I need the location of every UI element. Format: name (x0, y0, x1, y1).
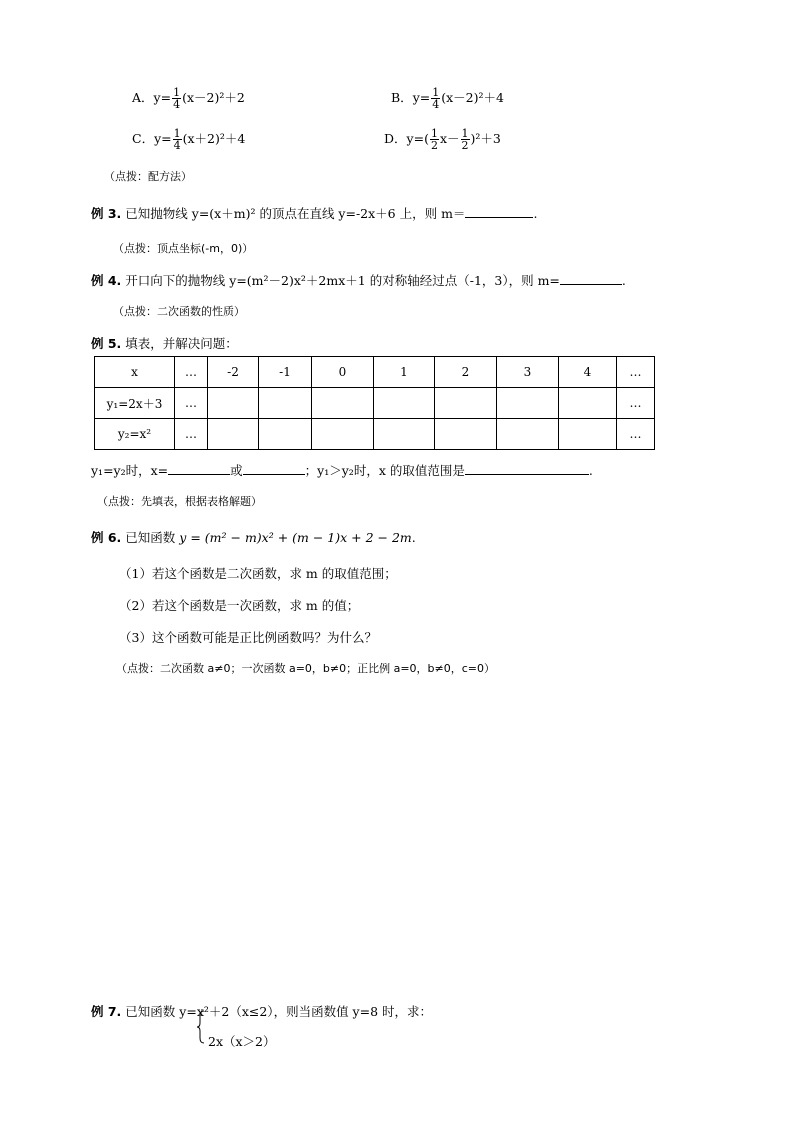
fraction: $\frac{1}{4}$ (173, 86, 181, 111)
question-3: （3）这个函数可能是正比例函数吗？为什么？ (119, 630, 377, 645)
fraction: $\frac{1}{2}$ (430, 127, 438, 152)
table-cell: x (95, 357, 175, 388)
example-3: 例 3. 已知抛物线 y=(x＋m)² 的顶点在直线 y=-2x＋6 上，则 m＝ . (91, 206, 538, 221)
table-cell-empty[interactable] (435, 419, 497, 450)
example-6-formula: y = (m² − m)x² + (m − 1)x + 2 − 2m (179, 530, 412, 545)
table-cell-empty[interactable] (259, 419, 312, 450)
example-3-text: 已知抛物线 y=(x＋m)² 的顶点在直线 y=-2x＋6 上，则 m＝ (125, 206, 466, 221)
example-3-label: 例 3. (91, 206, 122, 221)
example-5 (91, 334, 238, 352)
table-cell: 4 (559, 357, 617, 388)
question-2: （2）若这个函数是一次函数，求 m 的值； (119, 598, 360, 613)
table-cell: … (617, 388, 655, 419)
table-cell-empty[interactable] (497, 419, 559, 450)
option-b: B．y= $\frac{1}{4}$ (x－2)²＋4 (391, 86, 504, 111)
option-b-label: B． (391, 90, 413, 105)
hint-5: （点拨：先填表，根据表格解题） (97, 495, 262, 508)
value-table (94, 356, 655, 450)
option-d-label: D． (384, 131, 407, 146)
hint-4: （点拨：二次函数的性质） (113, 305, 245, 318)
table-cell: … (175, 357, 208, 388)
table-cell-empty[interactable] (559, 419, 617, 450)
table-cell: y₂=x² (95, 419, 175, 450)
option-a: A．y= $\frac{1}{4}$ (x－2)²＋2 (132, 86, 245, 111)
example-4-text: 开口向下的抛物线 y=(m²－2)x²＋2mx＋1 的对称轴经过点（-1，3），则 m= (125, 273, 560, 288)
option-a-label: A． (132, 90, 154, 105)
answer-blank[interactable] (168, 462, 230, 475)
table-cell: -1 (259, 357, 312, 388)
answer-blank[interactable] (465, 462, 589, 475)
table-cell-empty[interactable] (374, 419, 435, 450)
table-cell: 1 (374, 357, 435, 388)
table-cell-empty[interactable] (208, 419, 259, 450)
table-cell: … (175, 388, 208, 419)
answer-blank[interactable] (243, 462, 305, 475)
example-5-label: 例 5. (91, 336, 122, 351)
example-7-label: 例 7. (91, 1004, 122, 1019)
fraction: $\frac{1}{4}$ (173, 127, 181, 152)
option-c: C．y= $\frac{1}{4}$ (x＋2)²＋4 (132, 127, 246, 152)
table-cell: … (617, 419, 655, 450)
example-6: 例 6. 已知函数 y = (m² − m)x² + (m − 1)x + 2 − 2m. (91, 530, 416, 545)
table-cell-empty[interactable] (497, 388, 559, 419)
piece-2: 2x（x＞2） (208, 1034, 276, 1049)
hint-3: （点拨：顶点坐标(-m，0)） (113, 242, 254, 255)
example-6-text: 已知函数 (125, 530, 176, 545)
piece-1: x²＋2（x≤2） (196, 1004, 274, 1019)
fraction: $\frac{1}{4}$ (432, 86, 440, 111)
option-d: D．y=( $\frac{1}{2}$ x－ $\frac{1}{2}$ )²＋3 (384, 127, 501, 152)
example-7-text: 已知函数 y= (125, 1004, 197, 1019)
answer-blank[interactable] (465, 205, 533, 218)
piecewise-brace (196, 1010, 206, 1044)
question-1: （1）若这个函数是二次函数，求 m 的取值范围； (119, 566, 397, 581)
example-6-label: 例 6. (91, 530, 122, 545)
hint-2: （点拨：配方法） (104, 170, 192, 183)
table-cell-empty[interactable] (312, 419, 374, 450)
fraction: $\frac{1}{2}$ (461, 127, 469, 152)
table-cell-empty[interactable] (435, 388, 497, 419)
example-4: 例 4. 开口向下的抛物线 y=(m²－2)x²＋2mx＋1 的对称轴经过点（-1，3），则 m= . (91, 273, 626, 288)
table-cell: -2 (208, 357, 259, 388)
table-cell: y₁=2x＋3 (95, 388, 175, 419)
table-cell: 2 (435, 357, 497, 388)
table-cell: … (617, 357, 655, 388)
table-cell: 3 (497, 357, 559, 388)
example-5-question: y₁=y₂时，x= 或 ；y₁＞y₂时，x 的取值范围是 . (91, 463, 593, 478)
example-5-text: 填表，并解决问题： (125, 336, 238, 351)
table-cell-empty[interactable] (259, 388, 312, 419)
option-c-label: C． (132, 131, 155, 146)
hint-6: （点拨：二次函数 a≠0；一次函数 a=0，b≠0；正比例 a=0，b≠0，c=0） (116, 662, 496, 675)
table-cell: … (175, 419, 208, 450)
table-row (95, 419, 655, 450)
table-header-row (95, 357, 655, 388)
table-cell-empty[interactable] (559, 388, 617, 419)
example-7: 例 7. 已知函数 y=x²＋2（x≤2），则当函数值 y=8 时，求： (91, 1004, 432, 1019)
table-row (95, 388, 655, 419)
table-cell-empty[interactable] (374, 388, 435, 419)
table-cell: 0 (312, 357, 374, 388)
table-cell-empty[interactable] (208, 388, 259, 419)
table-cell-empty[interactable] (312, 388, 374, 419)
answer-blank[interactable] (560, 272, 622, 285)
example-4-label: 例 4. (91, 273, 122, 288)
